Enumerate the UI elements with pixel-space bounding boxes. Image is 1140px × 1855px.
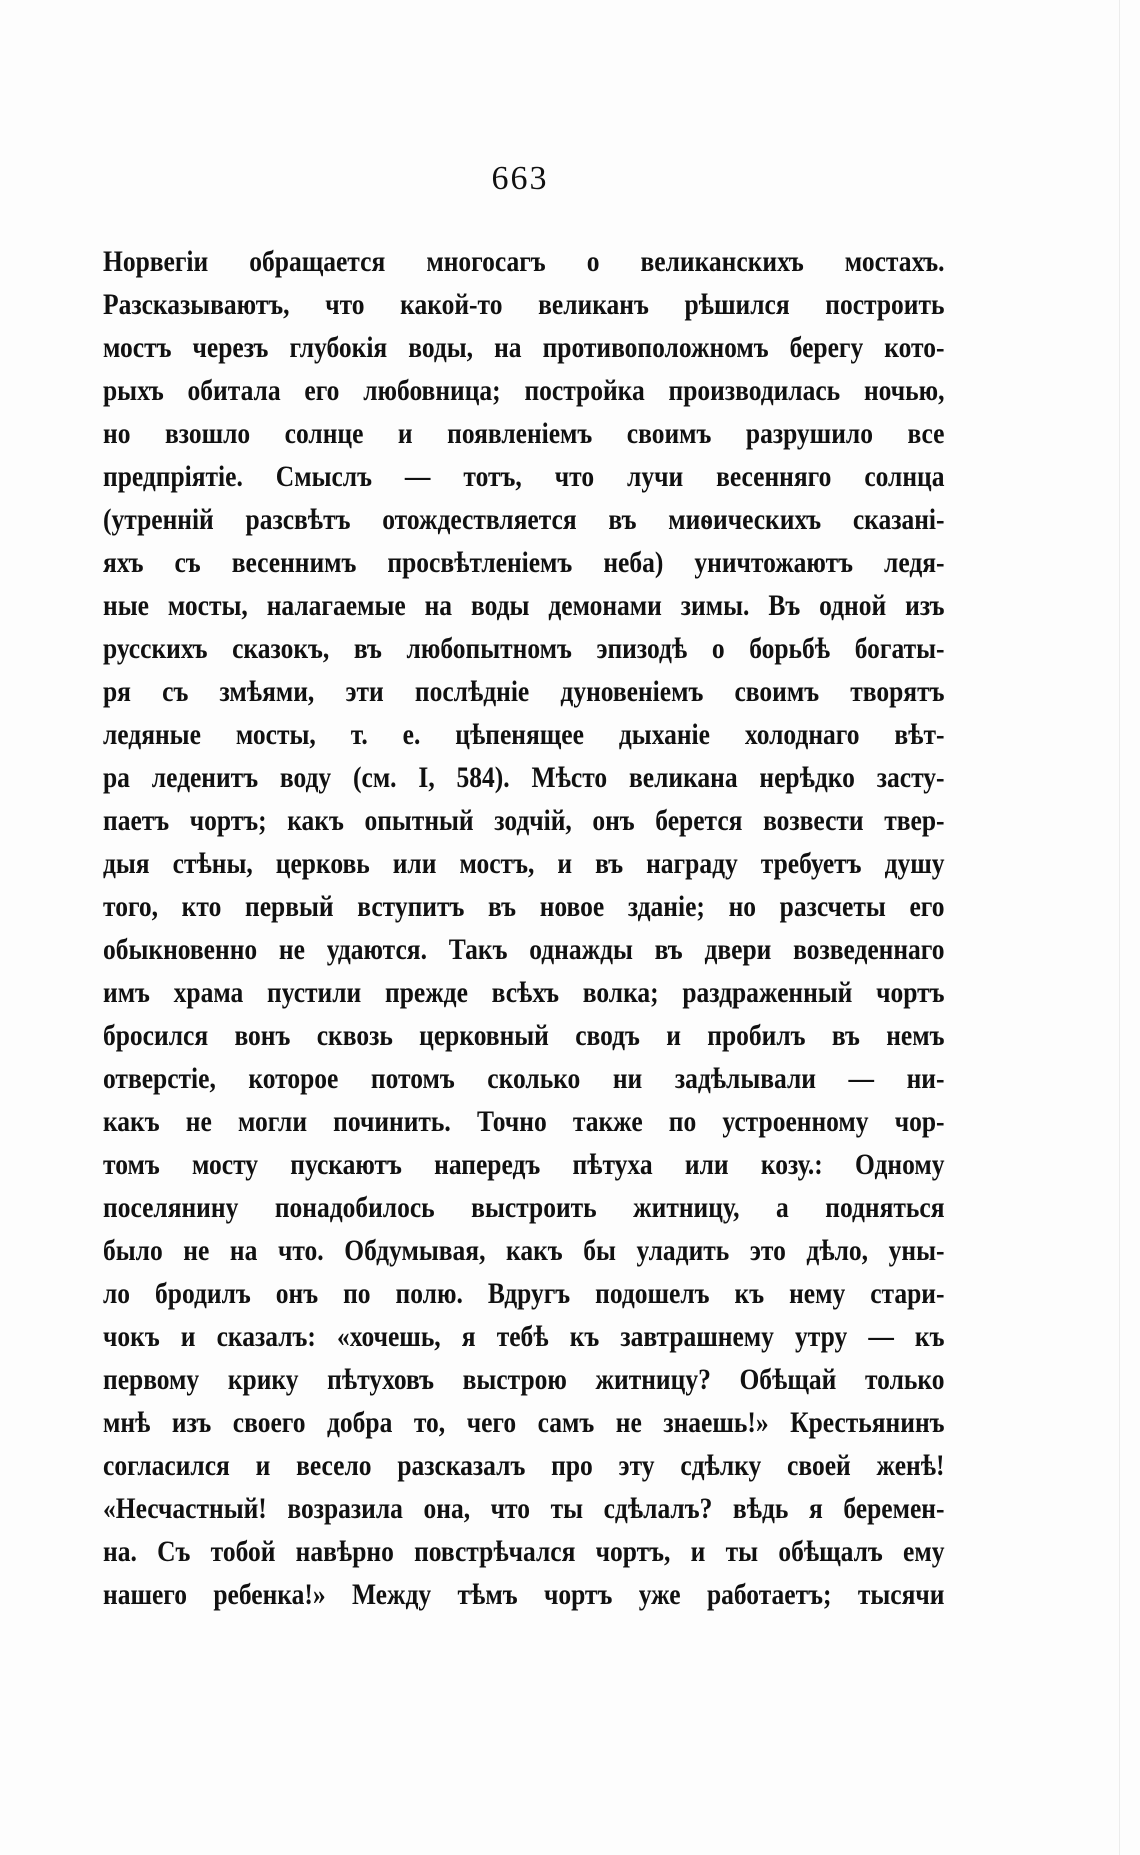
text-line: на. Съ тобой навѣрно повстрѣчался чортъ, и ты обѣщалъ ему [103,1535,945,1568]
text-line: ло бродилъ онъ по полю. Вдругъ подошелъ къ нему стари- [103,1277,945,1310]
text-line: дыя стѣны, церковь или мостъ, и въ награду требуетъ душу [103,847,945,880]
text-line: «Несчастный! возразила она, что ты сдѣлалъ? вѣдь я беремен- [103,1492,945,1525]
text-line: русскихъ сказокъ, въ любопытномъ эпизодѣ о борьбѣ богаты- [103,632,945,665]
text-line: предпріятіе. Смыслъ — тотъ, что лучи весенняго солнца [103,460,945,493]
text-line: паетъ чортъ; какъ опытный зодчій, онъ берется возвести твер- [103,804,945,837]
text-line: Норвегіи обращается многосагъ о великанскихъ мостахъ. [103,245,945,278]
text-line: бросился вонъ сквозь церковный сводъ и пробилъ въ немъ [103,1019,945,1052]
text-line: ра леденитъ воду (см. I, 584). Мѣсто великана нерѣдко засту- [103,761,945,794]
text-line: первому крику пѣтуховъ выстрою житницу? Обѣщай только [103,1363,945,1396]
text-line: отверстіе, которое потомъ сколько ни задѣлывали — ни- [103,1062,945,1095]
text-line: согласился и весело разсказалъ про эту сдѣлку своей женѣ! [103,1449,945,1482]
text-line: рыхъ обитала его любовница; постройка производилась ночью, [103,374,945,407]
text-line: какъ не могли починить. Точно также по устроенному чор- [103,1105,945,1138]
text-line: нашего ребенка!» Между тѣмъ чортъ уже работаетъ; тысячи [103,1578,945,1611]
text-line: но взошло солнце и появленіемъ своимъ разрушило все [103,417,945,450]
text-line: обыкновенно не удаются. Такъ однажды въ двери возведеннаго [103,933,945,966]
text-line: яхъ съ весеннимъ просвѣтленіемъ неба) уничтожаютъ ледя- [103,546,945,579]
text-line: Разсказываютъ, что какой-то великанъ рѣшился построить [103,288,945,321]
text-line: (утренній разсвѣтъ отождествляется въ миѳическихъ сказані- [103,503,945,536]
page-edge-shadow [1119,0,1120,1855]
text-line: мостъ черезъ глубокія воды, на противоположномъ берегу кото- [103,331,945,364]
body-text [103,240,945,1616]
text-line: ря съ змѣями, эти послѣдніе дуновеніемъ своимъ творятъ [103,675,945,708]
text-line: ледяные мосты, т. е. цѣпенящее дыханіе холоднаго вѣт- [103,718,945,751]
text-line: ные мосты, налагаемые на воды демонами зимы. Въ одной изъ [103,589,945,622]
page-number: 663 [491,160,549,197]
text-line: того, кто первый вступитъ въ новое зданіе; но разсчеты его [103,890,945,923]
text-line: имъ храма пустили прежде всѣхъ волка; раздраженный чортъ [103,976,945,1009]
text-line: томъ мосту пускаютъ напередъ пѣтуха или козу.: Одному [103,1148,945,1181]
text-line: поселянину понадобилось выстроить житницу, а подняться [103,1191,945,1224]
text-line: чокъ и сказалъ: «хочешь, я тебѣ къ завтрашнему утру — къ [103,1320,945,1353]
text-line: было не на что. Обдумывая, какъ бы уладить это дѣло, уны- [103,1234,945,1267]
text-line: мнѣ изъ своего добра то, чего самъ не знаешь!» Крестьянинъ [103,1406,945,1439]
